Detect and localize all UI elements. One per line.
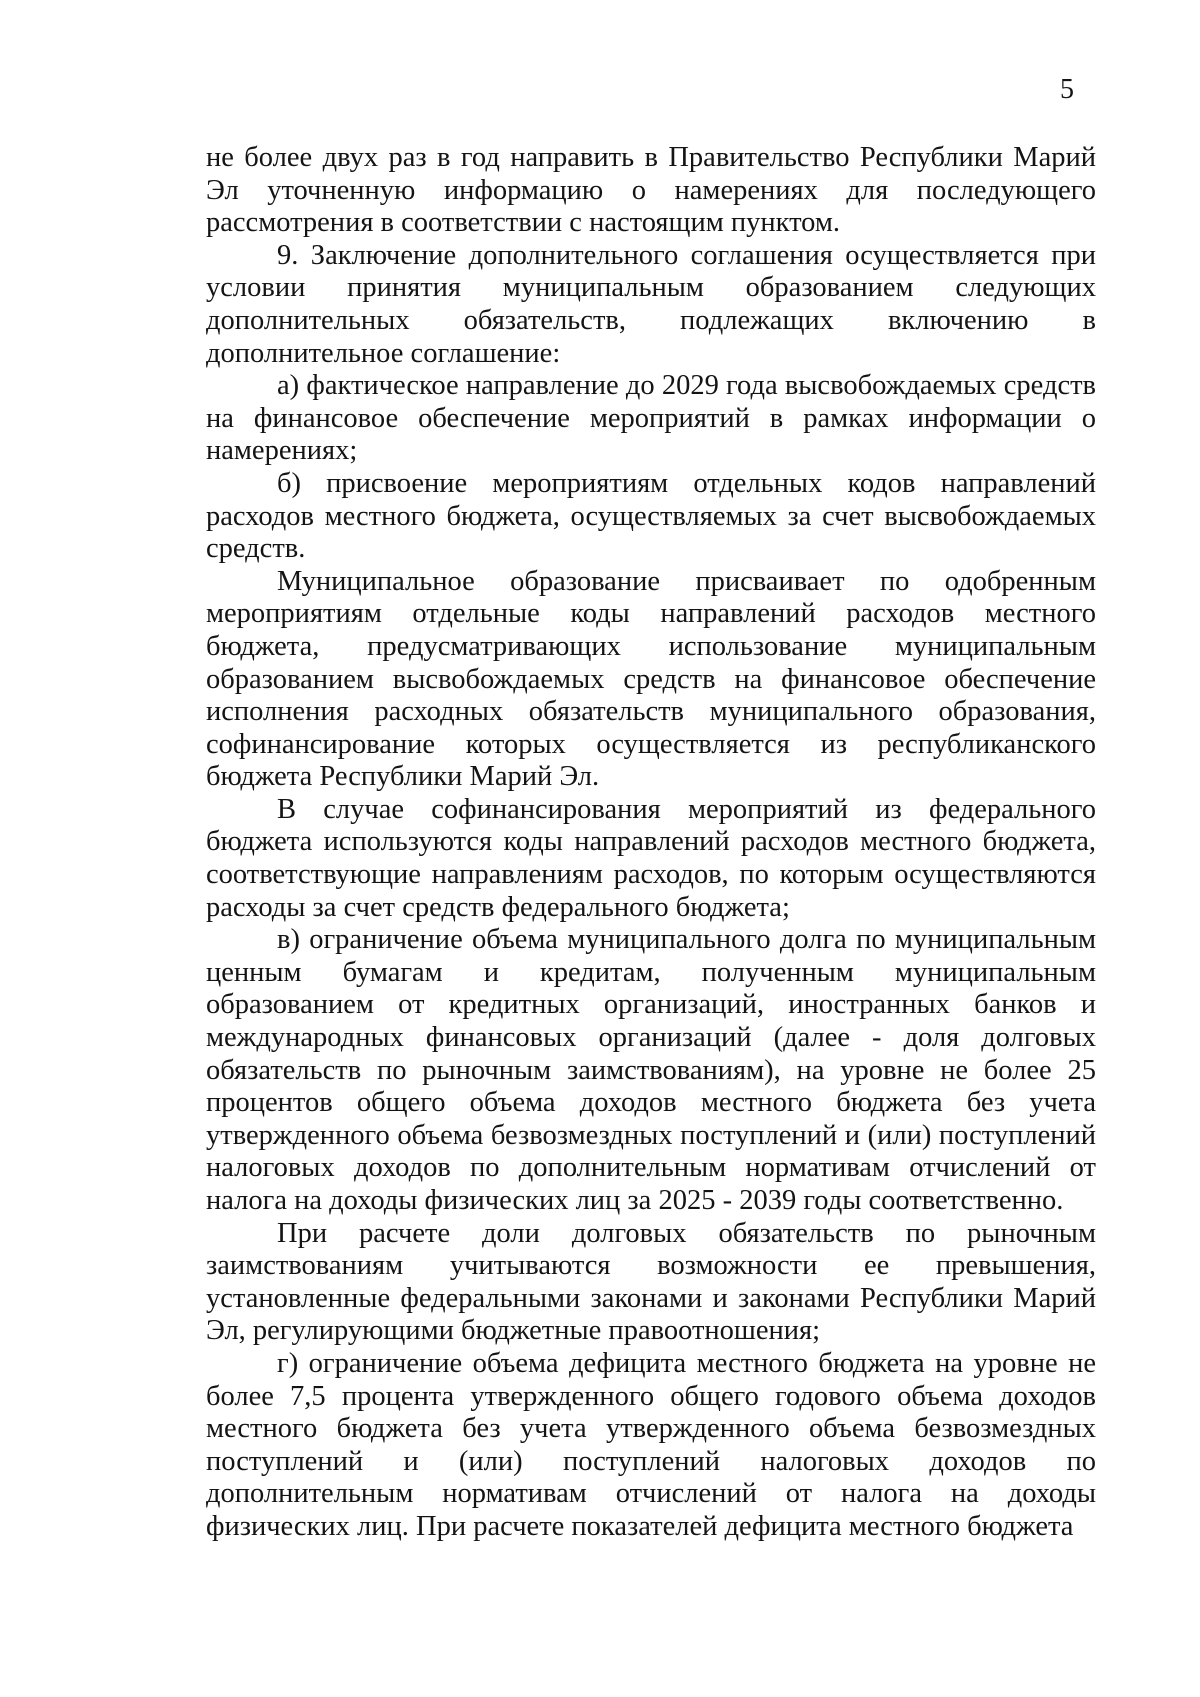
paragraph-item-g: г) ограничение объема дефицита местного бюджета на уровне не более 7,5 процента утвержденного общего годового объема доходов местного бюджета без учета утвержденного объема безвозмездных поступлений и (или) поступлений налоговых доходов по дополнительным нормативам отчислений от налога на доходы физических лиц. При расчете показателей дефицита местного бюджета — [206, 1347, 1096, 1542]
paragraph-item-v: в) ограничение объема муниципального долга по муниципальным ценным бумагам и кредитам, полученным муниципальным образованием от кредитных организаций, иностранных банков и международных финансовых организаций (далее - доля долговых обязательств по рыночным заимствованиям), на уровне не более 25 процентов общего объема доходов местного бюджета без учета утвержденного объема безвозмездных поступлений и (или) поступлений налоговых доходов по дополнительным нормативам отчислений от налога на доходы физических лиц за 2025 - 2039 годы соответственно. — [206, 924, 1096, 1216]
paragraph-federal-cofinancing: В случае софинансирования мероприятий из федерального бюджета используются коды направлений расходов местного бюджета, соответствующие направлениям расходов, по которым осуществляются расходы за счет средств федерального бюджета; — [206, 793, 1096, 923]
paragraph-clause-9: 9. Заключение дополнительного соглашения осуществляется при условии принятия муниципальным образованием следующих дополнительных обязательств, подлежащих включению в дополнительное соглашение: — [206, 239, 1096, 369]
paragraph-item-b: б) присвоение мероприятиям отдельных кодов направлений расходов местного бюджета, осуществляемых за счет высвобождаемых средств. — [206, 467, 1096, 565]
document-body — [206, 142, 1096, 1544]
paragraph-municipal-codes: Муниципальное образование присваивает по одобренным мероприятиям отдельные коды направлений расходов местного бюджета, предусматривающих использование муниципальным образованием высвобождаемых средств на финансовое обеспечение исполнения расходных обязательств муниципального образования, софинансирование которых осуществляется из республиканского бюджета Республики Марий Эл. — [206, 565, 1096, 793]
paragraph-debt-share-calculation: При расчете доли долговых обязательств по рыночным заимствованиям учитываются возможности ее превышения, установленные федеральными законами и законами Республики Марий Эл, регулирующими бюджетные правоотношения; — [206, 1217, 1096, 1347]
paragraph-item-a: а) фактическое направление до 2029 года высвобождаемых средств на финансовое обеспечение мероприятий в рамках информации о намерениях; — [206, 370, 1096, 467]
paragraph-continuation: не более двух раз в год направить в Правительство Республики Марий Эл уточненную информацию о намерениях для последующего рассмотрения в соответствии с настоящим пунктом. — [206, 142, 1096, 239]
page-number: 5 — [1060, 74, 1074, 105]
